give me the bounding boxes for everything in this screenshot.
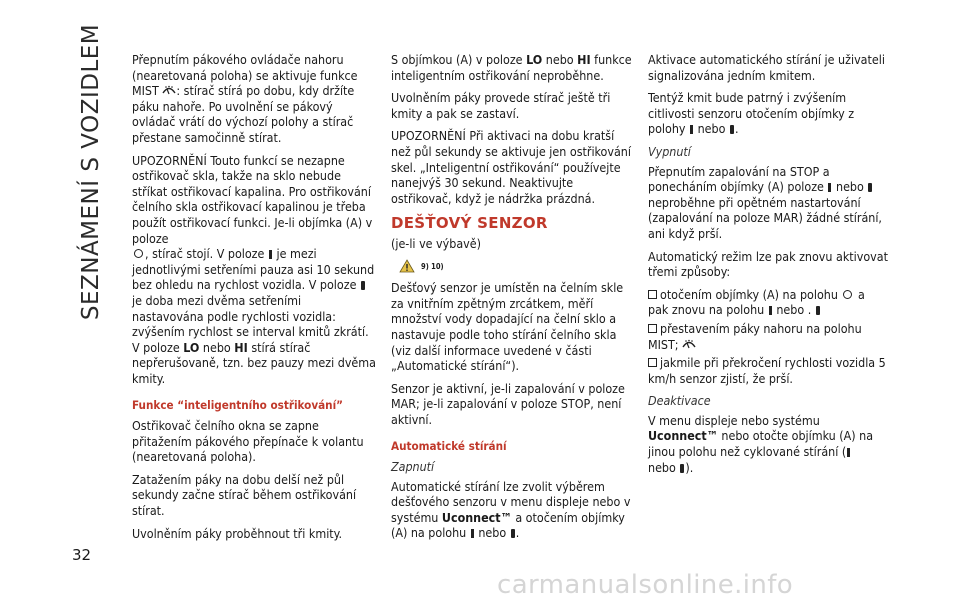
paragraph: Automatické stírání lze zvolit výběrem dešťového senzoru v menu displeje nebo v systému Uconnect™ a otočením objímky (A) na polohu nebo . <box>391 478 631 541</box>
paragraph: Automatický režim lze pak znovu aktivovat třemi způsoby: <box>648 248 888 280</box>
paragraph: V menu displeje nebo systému Uconnect™ nebo otočte objímku (A) na jinou polohu než cyklované stírání ( nebo ). <box>648 412 874 475</box>
bullet-square-icon <box>648 358 657 367</box>
warning-ref-numbers: 9) 10) <box>421 261 444 271</box>
paragraph: Uvolněním páky provede stírač ještě tři kmity a pak se zastaví. <box>391 90 611 121</box>
watermark: carmanualsonline.info <box>497 570 794 600</box>
paragraph: Dešťový senzor je umístěn na čelním skle za vnitřním zpětným zrcátkem, měří množství vody dopadající na čelní sklo a nastavuje podle toho stírání čelního skla (viz další informace uvedené v části „Automatické stírání“). <box>391 280 624 374</box>
paragraph: UPOZORNĚNÍ Při aktivaci na dobu kratší než půl sekundy se aktivuje jen ostřikování skel. „Inteligentní ostřikování“ používejte nanejvýš 30 sekund. Neaktivujte ostřikovač, když je nádržka prázdná. <box>391 128 631 206</box>
interval-position-icon <box>269 250 272 259</box>
paragraph: S objímkou (A) v poloze LO nebo HI funkce inteligentním ostřikování neproběhne. <box>391 52 632 83</box>
subsection-heading: Deaktivace <box>648 393 711 409</box>
side-title-text: SEZNÁMENÍ S VOZIDLEM <box>78 23 104 321</box>
paragraph: Uvolněním páky proběhnout tři kmity. <box>132 525 343 541</box>
interval-position-icon <box>769 306 772 315</box>
warning-refs <box>399 259 636 275</box>
auto-position-icon <box>680 464 684 473</box>
paragraph: UPOZORNĚNÍ Touto funkcí se nezapne ostřikovač skla, takže na sklo nebude stříkat ostřikovací kapalina. Pro ostřikování čelního skla ostřikovací kapalinou je třeba použít ostřikovací funkci. Je-li objímka (A) v poloze , stírač stojí. V poloze je mezi jednotlivými setřeními pauza asi 10 sekund bez ohledu na rychlost vozidla. V poloze je doba mezi dvěma setřeními nastavována podle rychlosti vozidla: zvýšením rychlost se interval kmitů zkrátí. V poloze LO nebo HI stírá stírač nepřerušovaně, tzn. bez pauzy mezi dvěma kmity. <box>132 152 376 386</box>
interval-position-icon <box>471 529 474 538</box>
interval-position-icon <box>847 448 850 457</box>
interval-position-icon <box>690 125 693 134</box>
auto-position-icon <box>361 281 365 290</box>
list-item: otočením objímky (A) na polohu a pak znovu na polohu nebo . <box>648 286 865 318</box>
paragraph: Aktivace automatického stírání je uživateli signalizována jedním kmitem. <box>648 52 885 83</box>
auto-position-icon <box>730 125 734 134</box>
off-ring-icon <box>134 249 143 258</box>
side-section-title <box>66 23 116 321</box>
auto-position-icon <box>511 529 515 538</box>
interval-position-icon <box>828 183 831 192</box>
list-item: jakmile při překročení rychlosti vozidla 5 km/h senzor zjistí, že prší. <box>648 355 886 386</box>
subsection-heading: Zapnutí <box>391 459 435 475</box>
section-heading: DEŠŤOVÝ SENZOR <box>391 214 548 233</box>
section-heading: Automatické stírání <box>391 439 507 454</box>
paragraph: Přepnutím pákového ovládače nahoru (nearetovaná poloha) se aktivuje funkce MIST : stírač stírá po dobu, kdy držíte páku nahoře. Po uvolnění se pákový ovládač vrátí do výchozí polohy a stírač přestane samočinně stírat. <box>132 52 358 145</box>
paragraph: Senzor je aktivní, je-li zapalování v poloze MAR; je-li zapalování v poloze STOP, není aktivní. <box>391 380 625 427</box>
paragraph: (je-li ve výbavě) <box>391 235 481 251</box>
list-item: přestavením páky nahoru na polohu MIST; <box>648 320 862 352</box>
section-heading: Funkce “inteligentního ostřikování” <box>132 398 344 413</box>
column-2 <box>391 52 636 548</box>
mist-wiper-icon <box>682 339 696 350</box>
auto-position-icon <box>868 183 872 192</box>
subsection-heading: Vypnutí <box>648 143 691 159</box>
off-ring-icon <box>843 290 852 299</box>
warning-triangle-icon <box>399 259 415 273</box>
bullet-square-icon <box>648 324 657 333</box>
paragraph: Zatažením páky na dobu delší než půl sekundy začne stírač během ostřikování stírat. <box>132 471 357 519</box>
page-number: 32 <box>72 546 92 564</box>
paragraph: Přepnutím zapalování na STOP a ponecháním objímky (A) poloze nebo neproběhne při opětném nastartování (zapalování na poloze MAR) žádné stírání, ani když prší. <box>648 163 882 241</box>
auto-position-icon <box>816 306 820 315</box>
paragraph: Ostřikovač čelního okna se zapne přitažením pákového přepínače k volantu (nearetovaná poloha). <box>132 418 364 465</box>
paragraph: Tentýž kmit bude patrný i zvýšením citlivosti senzoru otočením objímky z polohy nebo . <box>648 90 855 137</box>
column-3 <box>648 52 888 482</box>
column-1 <box>132 52 376 548</box>
bullet-square-icon <box>648 290 657 299</box>
mist-wiper-icon <box>162 85 176 96</box>
